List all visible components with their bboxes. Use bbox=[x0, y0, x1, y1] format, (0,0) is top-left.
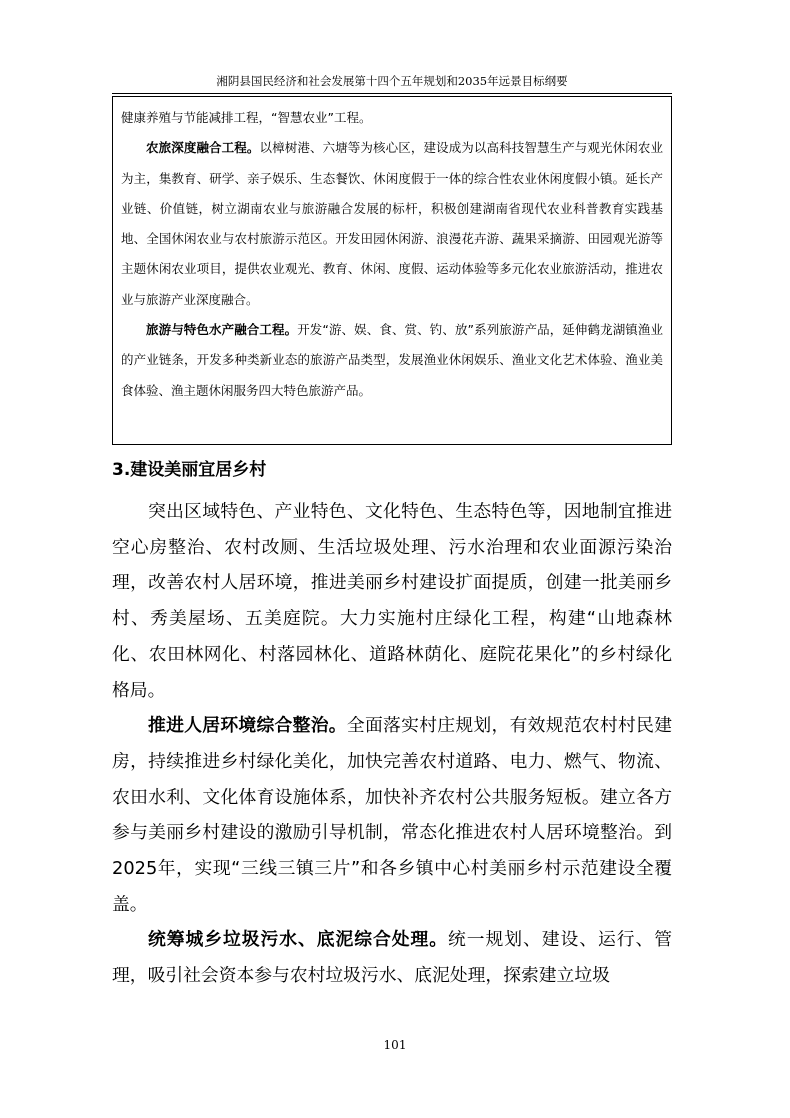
paragraph-text: 统一规划、建设、运行、管理，吸引社会资本参与农村垃圾污水、底泥处理，探索建立垃圾 bbox=[112, 929, 672, 987]
box-item bbox=[121, 133, 663, 315]
paragraph-text: 突出区域特色、产业特色、文化特色、生态特色等，因地制宜推进空心房整治、农村改厕、生活垃圾处理、污水治理和农业面源污染治理，改善农村人居环境，推进美丽乡村建设扩面提质，创建一批美丽乡村、秀美屋场、五美庭院。大力实施村庄绿化工程，构建“山地森林化、农田林网化、村落园林化、道路林荫化、庭院花果化”的乡村绿化格局。 bbox=[112, 501, 672, 701]
box-item-text: 开发“游、娱、食、赏、钓、放”系列旅游产品，延伸鹤龙湖镇渔业的产业链条，开发多种类新业态的旅游产品类型，发展渔业休闲娱乐、渔业文化艺术体验、渔业美食体验、渔主题休闲服务四大特色旅游产品。 bbox=[121, 322, 663, 398]
box-item-title: 旅游与特色水产融合工程。 bbox=[146, 322, 298, 338]
box-item-text: 以樟树港、六塘等为核心区，建设成为以高科技智慧生产与观光休闲农业为主，集教育、研学、亲子娱乐、生态餐饮、休闲度假于一体的综合性农业休闲度假小镇。延长产业链、价值链，树立湖南农业与旅游融合发展的标杆，积极创建湖南省现代农业科普教育实践基地、全国休闲农业与农村旅游示范区。开发田园休闲游、浪漫花卉游、蔬果采摘游、田园观光游等主题休闲农业项目，提供农业观光、教育、休闲、度假、运动体验等多元化农业旅游活动，推进农业与旅游产业深度融合。 bbox=[121, 140, 663, 307]
page-number: 101 bbox=[383, 1038, 407, 1052]
box-intro: 健康养殖与节能减排工程，“智慧农业”工程。 bbox=[121, 110, 372, 125]
project-box bbox=[112, 96, 672, 445]
paragraph-lead: 推进人居环境综合整治。 bbox=[148, 715, 347, 737]
paragraph-lead: 统筹城乡垃圾污水、底泥综合处理。 bbox=[148, 929, 448, 951]
section-title: 3.建设美丽宜居乡村 bbox=[112, 460, 267, 480]
box-item-title: 农旅深度融合工程。 bbox=[146, 140, 260, 156]
page-header bbox=[112, 73, 672, 94]
section-body bbox=[112, 494, 672, 994]
paragraph bbox=[112, 708, 672, 922]
box-item bbox=[121, 315, 663, 406]
paragraph bbox=[112, 494, 672, 708]
header-title: 湘阴县国民经济和社会发展第十四个五年规划和2035年远景目标纲要 bbox=[216, 74, 568, 88]
paragraph-text: 全面落实村庄规划，有效规范农村村民建房，持续推进乡村绿化美化，加快完善农村道路、电力、燃气、物流、农田水利、文化体育设施体系，加快补齐农村公共服务短板。建立各方参与美丽乡村建设的激励引导机制，常态化推进农村人居环境整治。到2025年，实现“三线三镇三片”和各乡镇中心村美丽乡村示范建设全覆盖。 bbox=[112, 715, 672, 915]
paragraph bbox=[112, 922, 672, 993]
